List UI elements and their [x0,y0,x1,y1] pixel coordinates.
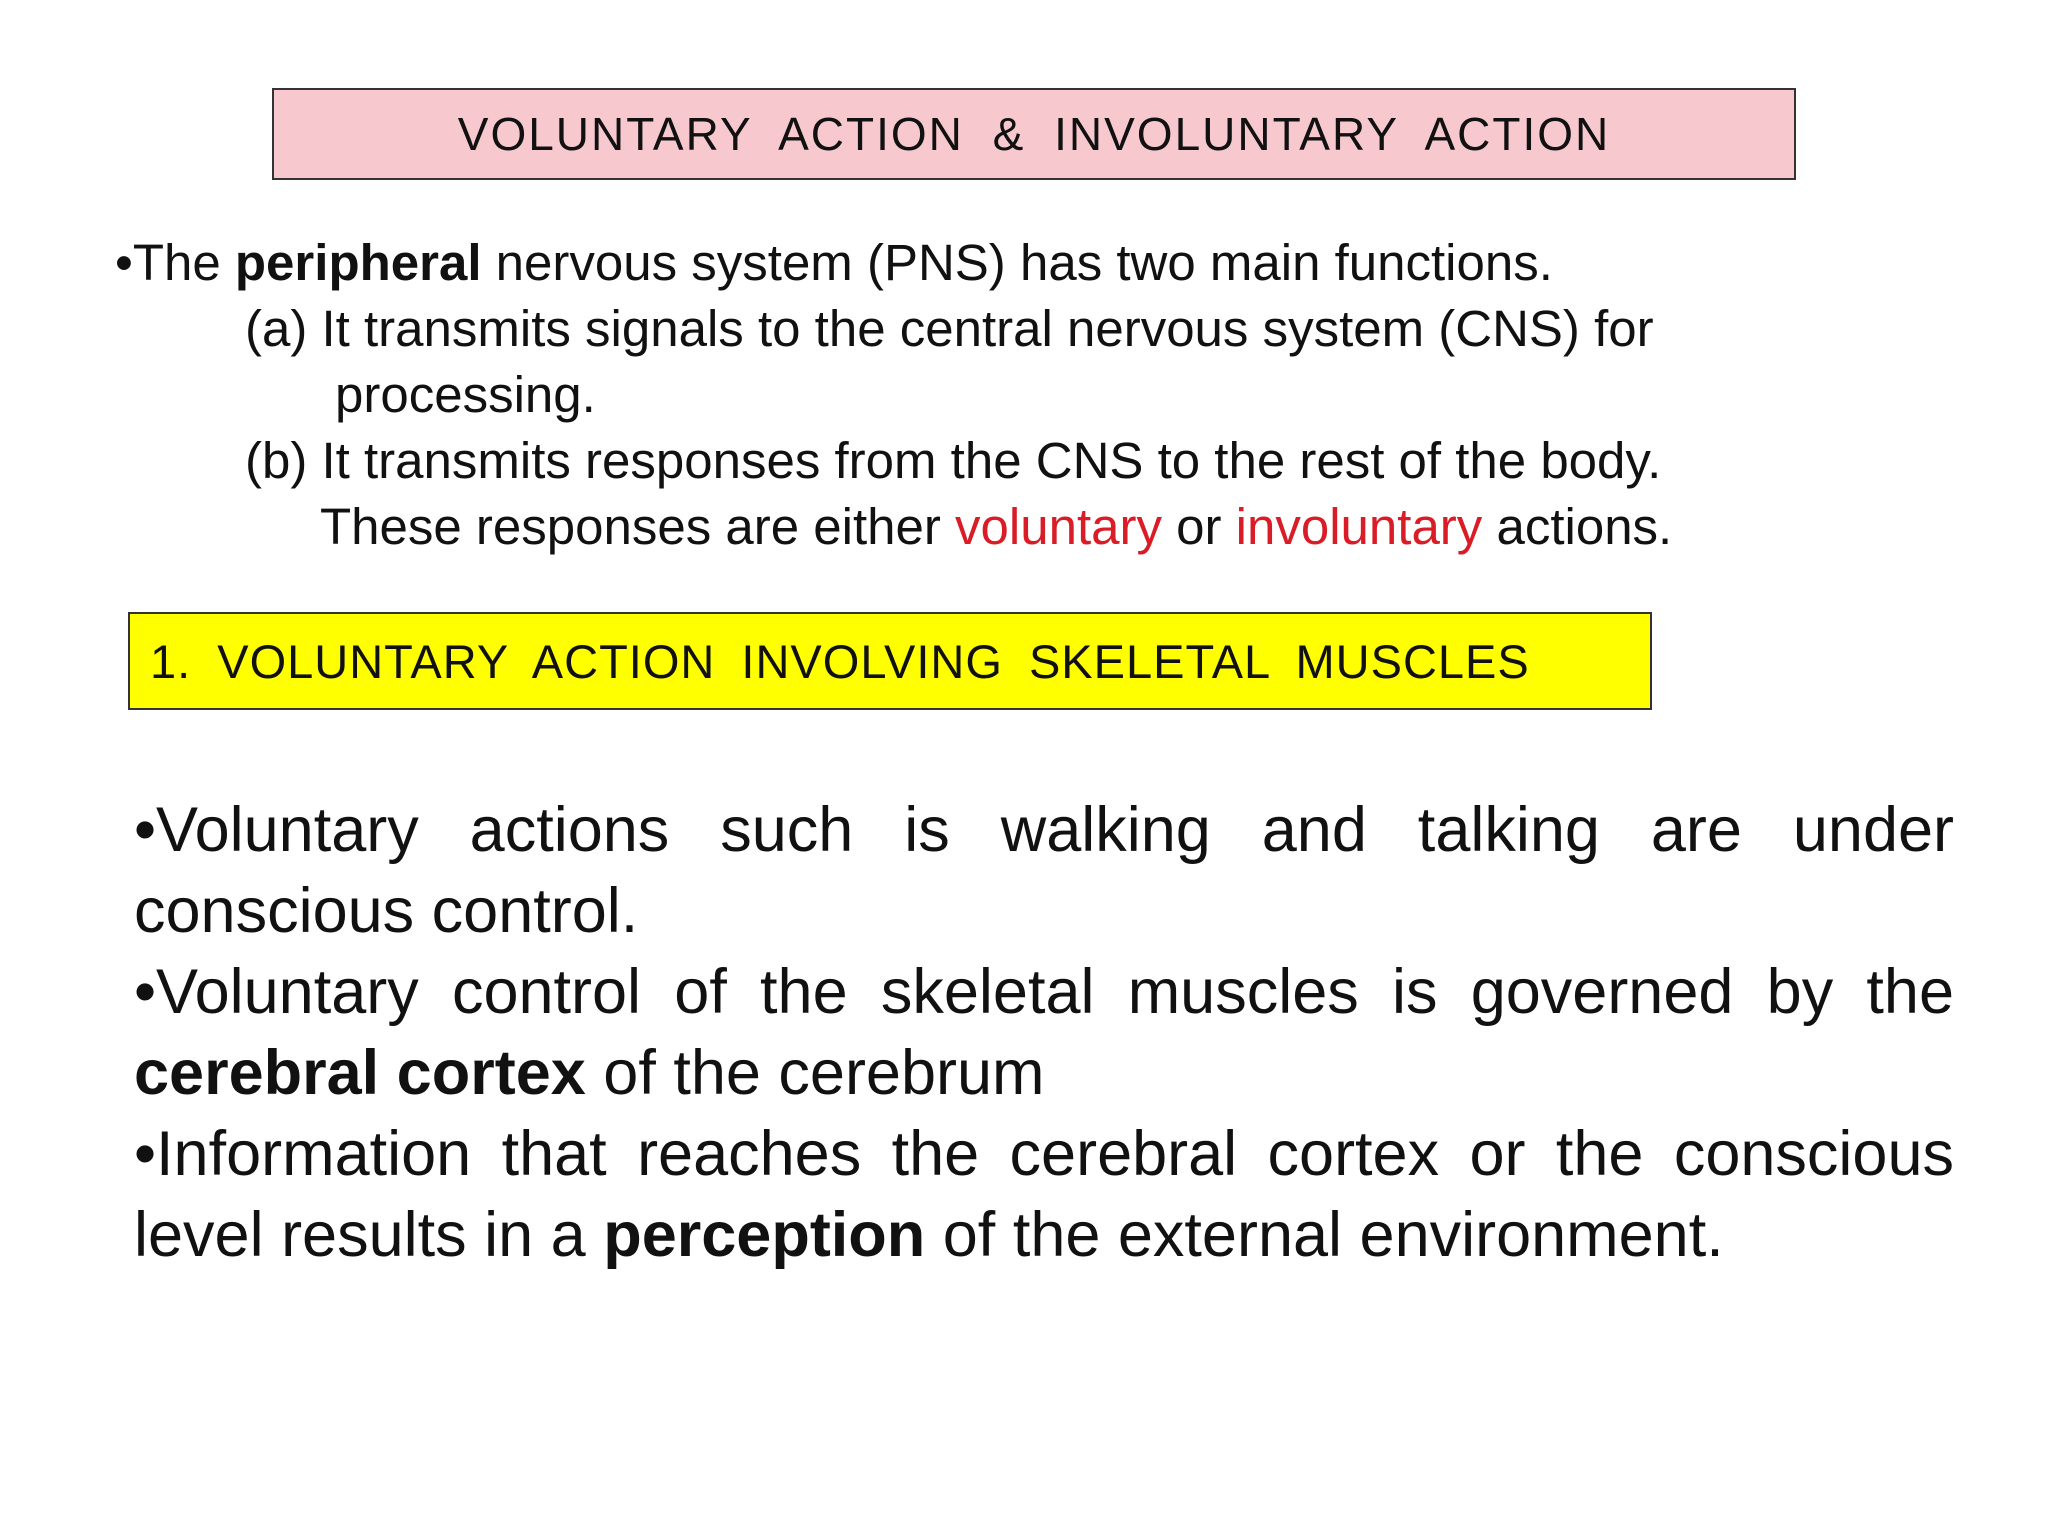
intro-line-1-pre: •The [115,234,235,291]
item-b-line-2-post: actions. [1482,498,1673,555]
item-b-line-2-mid: or [1161,498,1236,555]
bullet-3-pre: •Information that reaches the cerebral cortex or the conscious level results in a [134,1119,1954,1270]
intro-bold-peripheral: peripheral [234,234,482,291]
bullet-2-bold: cerebral cortex [134,1038,586,1108]
highlight-voluntary: voluntary [955,498,1162,555]
bullet-2-post: of the cerebrum [585,1038,1045,1108]
bullet-list [134,790,1954,1276]
slide-title: VOLUNTARY ACTION & INVOLUNTARY ACTION [457,108,1611,160]
bullet-1: •Voluntary actions such is walking and talking are under conscious control. [134,795,1954,946]
item-b-line-1: (b) It transmits responses from the CNS to the rest of the body. [245,432,1662,489]
bullet-3 [134,1114,1954,1276]
bullet-2 [134,952,1954,1114]
intro-line-1 [115,230,1935,296]
bullet-2-pre: •Voluntary control of the skeletal muscles is governed by the [134,957,1954,1027]
item-a-line-2: processing. [335,366,596,423]
section-heading-box [128,612,1652,710]
item-a-line-1: (a) It transmits signals to the central nervous system (CNS) for [245,300,1654,357]
bullet-3-bold: perception [603,1200,926,1270]
section-heading: 1. VOLUNTARY ACTION INVOLVING SKELETAL MUSCLES [150,634,1530,688]
item-b-line-2 [115,494,1935,560]
bullet-3-post: of the external environment. [925,1200,1724,1270]
item-b-line-2-pre: These responses are either [320,498,956,555]
intro-line-1-post: nervous system (PNS) has two main functions. [481,234,1553,291]
highlight-involuntary: involuntary [1235,498,1483,555]
intro-text [115,230,1935,560]
slide-title-box [272,88,1796,180]
